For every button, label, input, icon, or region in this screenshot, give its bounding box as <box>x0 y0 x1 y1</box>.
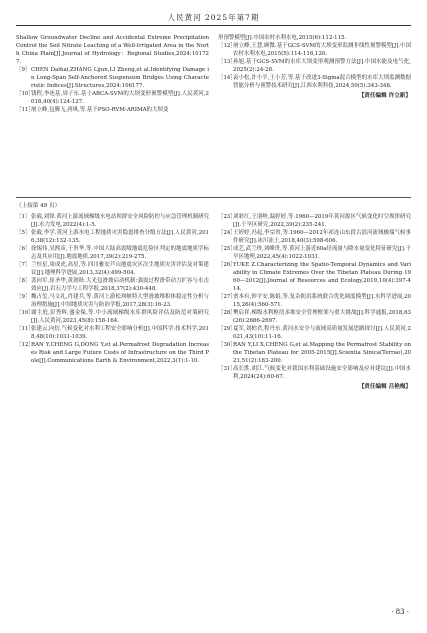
reference-continuation: 形预警模型[J].中国农村水利水电,2015(6):112-115. <box>218 35 347 41</box>
reference-item <box>218 229 411 245</box>
reference-number: ［13］ <box>218 59 236 65</box>
bottom-right-references <box>218 213 411 391</box>
section-divider <box>16 197 411 198</box>
reference-number: ［1］ <box>16 214 31 220</box>
top-left-references <box>16 34 209 114</box>
reference-item <box>218 365 411 381</box>
reference-item <box>16 66 209 90</box>
reference-text: YUKE Z.Characterizing the Spatio-Temporal Dynamics and Variability in Climate Extremes Over the Tibetan Plateau During 1960—2012[J].Journal of Resources and Ecology,2019,10(4):397-414. <box>233 262 411 292</box>
reference-item <box>16 261 209 277</box>
bottom-left-references <box>16 213 209 365</box>
reference-list <box>218 42 411 90</box>
running-head: 人民黄河 2025年第7期 <box>167 13 260 22</box>
reference-text: 成艺,武兰珍,刘峰贵,等.黄河上游近60a径流量与降水量变化特征研究[J].干旱区地理,2022,45(4):1022-1031. <box>233 246 411 260</box>
reference-number: ［6］ <box>16 246 31 252</box>
reference-item <box>218 293 411 309</box>
reference-text: CHEN Daihai,ZHANG Lijun,LI Zheng,et al.Identifying Damage in Long-Span Self-Anchored Suspension Bridges Using Characteristic Indices[J].Structures,2024:106177. <box>31 67 209 89</box>
reference-item <box>218 213 411 229</box>
reference-number: ［10］ <box>16 310 34 316</box>
reference-text: 裴向军,崔圣华,黄润秋.大光包滑坡启动机制:强震过程滑带动力扩容与水击效应[J].岩石力学与工程学报,2018,37(2):430-448. <box>31 278 209 292</box>
reference-number: ［11］ <box>16 326 34 332</box>
reference-item <box>16 325 209 341</box>
reference-item <box>218 42 411 58</box>
reference-item <box>16 341 209 365</box>
continued-note: （上接第 49 页） <box>16 203 61 209</box>
reference-item <box>218 74 411 90</box>
reference-number: ［11］ <box>16 107 34 113</box>
reference-text: RAN Y,CHENG G,DONG Y,et al.Permafrost Degradation Increases Risk and Large Future Costs of Infrastructure on the Third Pole[J].Communications Earth & Environment,2022,3(1):1-10. <box>31 342 209 364</box>
reference-number: ［10］ <box>16 91 34 97</box>
reference-item <box>218 309 411 325</box>
reference-number: ［8］ <box>16 278 31 284</box>
reference-number: ［5］ <box>16 230 31 236</box>
reference-item <box>16 90 209 106</box>
top-right-references <box>218 34 411 100</box>
reference-text: 谢主庭,彭秀辉,盛金保,等.中小流域梯级水库群风险评估及防范对策研究[J].人民黄河,2023,45(8):158-164. <box>31 310 209 324</box>
reference-text: 刘彩红,王朋岭,温婷婷,等.1960—2019年黄河源区气候变化时空规律研究[J].干旱区研究,2022,39(2):235-241. <box>233 214 411 228</box>
reference-text: 王婷婷,冯起,李宗省,等.1960—2012年祁连山东段古浪河流域极端气候事件研究[J].冰川冻土,2018,40(3):598-606. <box>233 230 411 244</box>
reference-number: ［12］ <box>218 43 236 49</box>
reference-number: ［26］ <box>218 262 236 268</box>
reference-text: RAN Y,LI X,CHENG G,et al.Mapping the Permafrost Stability on the Tibetan Plateau for 2005-2015[J].Scientia Sinica(Terrae),2021,51(2):183-200. <box>233 342 411 364</box>
reference-text: 樊启祥.梯级水利枢纽多维安全管理框架与重大挑战[J].科学通报,2018,63(26):2686-2697. <box>233 310 411 324</box>
reference-text: 魏占玺,马文礼,肖建兵,等.黄河上游松坝峡特大型滑坡堆积体稳定性分析与治理措施[J].中国地质灾害与防治学报,2017,28(3):16-23. <box>31 294 209 308</box>
reference-number: ［7］ <box>16 262 31 268</box>
reference-item <box>218 325 411 341</box>
reference-number: ［27］ <box>218 294 236 300</box>
reference-number: ［12］ <box>16 342 34 348</box>
reference-text: 袁小松,许小平,王小芳,等.基于改进3-Sigma混合模型的水库大坝监测数据智能分析与预警技术研究[J].江西水利科技,2024,50(5):343-348. <box>233 75 411 89</box>
reference-text: 高长胜,胡江.气候变化对我国水利基础设施安全影响及应对建议[J].中国水利,2024(24):60-67. <box>233 366 411 380</box>
reference-continuation: Shallow Groundwater Decline and Accidental Extreme Precipitation Control the Soil Nitrate Leaching of a Well-Irrigated Area in the North China Plain[J].Journal of Hydrology：Regional Studies,2024:101727. <box>16 35 209 65</box>
reference-text: 屠立峰,包腾飞,唐琪,等.基于PSO-RVM-ARIMA的大坝变 <box>31 107 169 113</box>
reference-text: 屠立峰,王慧,顾微.基于GCS-SVM的大坝变形监测非线性预警模型[J].中国农村水利水电,2015(5):114-116,120. <box>233 43 411 57</box>
reference-text: 张建云,向衍.气候变化对水利工程安全影响分析[J].中国科学:技术科学,2018,48(10):1031-1039. <box>31 326 209 340</box>
reference-number: ［25］ <box>218 246 236 252</box>
reference-item <box>16 213 209 229</box>
reference-text: 张毅,刘锋.黄河上游流域梯级水电站坝群安全风险防控与应急管理机制研究[J].水力发电,2022(4):1-5. <box>31 214 209 228</box>
reference-text: 兰恒星,周成虎,高星,等.四川雅安芦山地震灾区次生地质灾害评估及对策建议[J].地理科学进展,2013,32(4):499-504. <box>31 262 209 276</box>
reference-item <box>218 58 411 74</box>
reference-item <box>16 229 209 245</box>
reference-text: 贾本有,钟平安,陈娟,等.复杂防洪系统联合优化调度模型[J].水科学进展,2015,26(4):560-571. <box>233 294 411 308</box>
reference-text: 夏军,刘柏君,程丹东.黄河水安全与流域高质量发展思路探讨[J].人民黄河,2021,43(10):11-16. <box>233 326 411 340</box>
reference-item <box>218 245 411 261</box>
responsible-editor: 【责任编辑 吕艳梅】 <box>358 384 411 390</box>
reference-item <box>218 341 411 365</box>
reference-number: ［23］ <box>218 214 236 220</box>
reference-list <box>218 213 411 381</box>
reference-number: ［31］ <box>218 366 236 372</box>
page-number: · 83 · <box>391 608 409 616</box>
responsible-editor: 【责任编辑 许立新】 <box>358 93 411 99</box>
reference-number: ［24］ <box>218 230 236 236</box>
reference-item <box>16 245 209 261</box>
reference-text: 徐锡伟,吴熙彦,于贵华,等.中国大陆高震级地震危险区判定的地震地质学标志及其应用[J].地震地质,2017,39(2):219-275. <box>31 246 209 260</box>
reference-number: ［9］ <box>16 67 31 73</box>
reference-text: 张毅,李学.黄河上游水电工程地质灾害隐患排查分级方法[J].人民黄河,2016,38(12):132-135. <box>31 230 209 244</box>
reference-text: 孙旭.基于GCS-SVM的水库大坝变形观测预警方法[J].中国水能及电气化,2025(2):24-28. <box>233 59 411 73</box>
reference-list <box>16 213 209 365</box>
reference-number: ［28］ <box>218 310 236 316</box>
reference-number: ［9］ <box>16 294 31 300</box>
reference-item <box>16 293 209 309</box>
reference-number: ［29］ <box>218 326 236 332</box>
reference-number: ［14］ <box>218 75 236 81</box>
reference-item <box>218 261 411 293</box>
reference-item <box>16 309 209 325</box>
reference-number: ［30］ <box>218 342 236 348</box>
reference-item <box>16 277 209 293</box>
header-rule <box>16 25 411 26</box>
reference-item <box>16 106 209 114</box>
reference-text: 钱程,李连基,周子东.基于ABCA-SVM的大坝变形预警模型[J].人民黄河,2018,40(4):124-127. <box>31 91 209 105</box>
reference-list <box>16 66 209 114</box>
